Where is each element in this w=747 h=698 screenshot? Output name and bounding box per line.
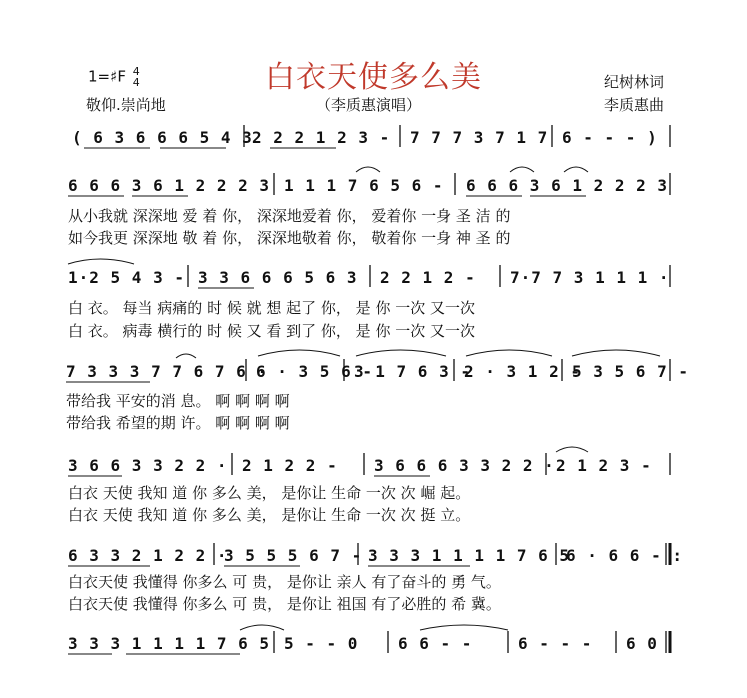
measure: 3 6 6 6 3 3 2 2 ·: [374, 456, 555, 475]
measure: 6 - - - ): [562, 128, 658, 147]
lyric-line: 白 衣。 每当 病痛的 时 候 就 想 起了 你， 是 你 一次 又一次: [68, 299, 475, 317]
measure: 2 2 1 2 -: [380, 268, 476, 287]
composer-credit: 李质惠曲: [604, 96, 665, 114]
lyric-line: 白衣天使 我懂得 你多么 可 贵， 是你让 祖国 有了必胜的 希 冀。: [68, 595, 501, 613]
lyric-line: 如今我更 深深地 敬 着 你， 深深地敬着 你， 敬着你 一身 神 圣 的: [68, 229, 511, 247]
time-top: 4: [132, 65, 140, 78]
slur: [240, 625, 284, 630]
measure: 6 6 6 3 6 1 2 2 2 3: [68, 176, 271, 195]
key-signature: [88, 66, 140, 88]
lyricist-credit: 纪树林词: [604, 73, 665, 91]
measure: 3 3 3 1 1 1 1 7 6 5: [368, 546, 571, 565]
measure: ( 6 3 6 6 6 5 4 3: [72, 128, 253, 147]
time-signature: [133, 66, 140, 88]
measure: 3 3 3 1 1 1 1 7 6 5: [68, 634, 271, 653]
measure: 6 0: [626, 634, 658, 653]
measure: 5 3 5 6 7 -: [572, 362, 689, 381]
lyric-line: 带给我 平安的消 息。 啊 啊 啊 啊: [66, 392, 290, 410]
measure: 3 5 5 5 6 7 -: [224, 546, 363, 565]
lyric-line: 白 衣。 病毒 横行的 时 候 又 看 到了 你， 是 你 一次 又一次: [68, 322, 475, 340]
lyric-line: 白衣 天使 我知 道 你 多么 美， 是你让 生命 一次 次 崛 起。: [68, 484, 471, 502]
measure: 5 - - 0: [284, 634, 359, 653]
slur: [68, 259, 134, 264]
measure: 7·7 7 3 1 1 1 ·: [510, 268, 670, 287]
slur: [356, 167, 380, 172]
lyric-line: 从小我就 深深地 爱 着 你， 深深地爱着 你， 爱着你 一身 圣 洁 的: [68, 207, 511, 225]
measure: 2 2 2 1 2 3 -: [252, 128, 391, 147]
slur: [510, 167, 534, 172]
slur: [556, 447, 588, 452]
slur: [572, 350, 660, 356]
measure: 3 6 6 3 3 2 2 ·: [68, 456, 228, 475]
measure: 6 - - -: [518, 634, 593, 653]
measure: 6 · 3 5 6 -: [256, 362, 373, 381]
measure: 7 3 3 3 7 7 6 7 6 ·: [66, 362, 269, 381]
lyric-line: 白衣天使 我懂得 你多么 可 贵， 是你让 亲人 有了奋斗的 勇 气。: [68, 573, 501, 591]
dedication: 敬仰.崇尚地: [86, 96, 166, 114]
measure: 7 7 7 3 7 1 7: [410, 128, 549, 147]
singer-credit: （李质惠演唱）: [316, 96, 422, 114]
measure: 2 1 2 2 -: [242, 456, 338, 475]
lyric-line: 白衣 天使 我知 道 你 多么 美， 是你让 生命 一次 次 挺 立。: [68, 506, 471, 524]
slur: [258, 350, 340, 356]
slur: [356, 350, 446, 356]
measure: 6 · 6 6 - :: [566, 546, 683, 565]
key-text: 1=♯F: [88, 67, 126, 86]
measure: 2 1 2 3 -: [556, 456, 652, 475]
slur: [564, 167, 588, 172]
measure: 6 6 6 3 6 1 2 2 2 3: [466, 176, 669, 195]
measure: 2 · 3 1 2 -: [464, 362, 581, 381]
measure: 6 3 3 2 1 2 2 ·: [68, 546, 228, 565]
slur: [420, 625, 508, 630]
measure: 3 3 6 6 6 5 6 3: [198, 268, 358, 287]
measure: 1 1 1 7 6 5 6 -: [284, 176, 444, 195]
song-title: 白衣天使多么美: [265, 60, 482, 95]
time-bottom: 4: [132, 76, 140, 89]
slur: [176, 354, 196, 358]
measure: 6 6 - -: [398, 634, 473, 653]
measure: 1·2 5 4 3 -: [68, 268, 185, 287]
slur: [466, 350, 552, 356]
lyric-line: 带给我 希望的期 许。 啊 啊 啊 啊: [66, 414, 290, 432]
measure: 3 1 7 6 3 -: [354, 362, 471, 381]
